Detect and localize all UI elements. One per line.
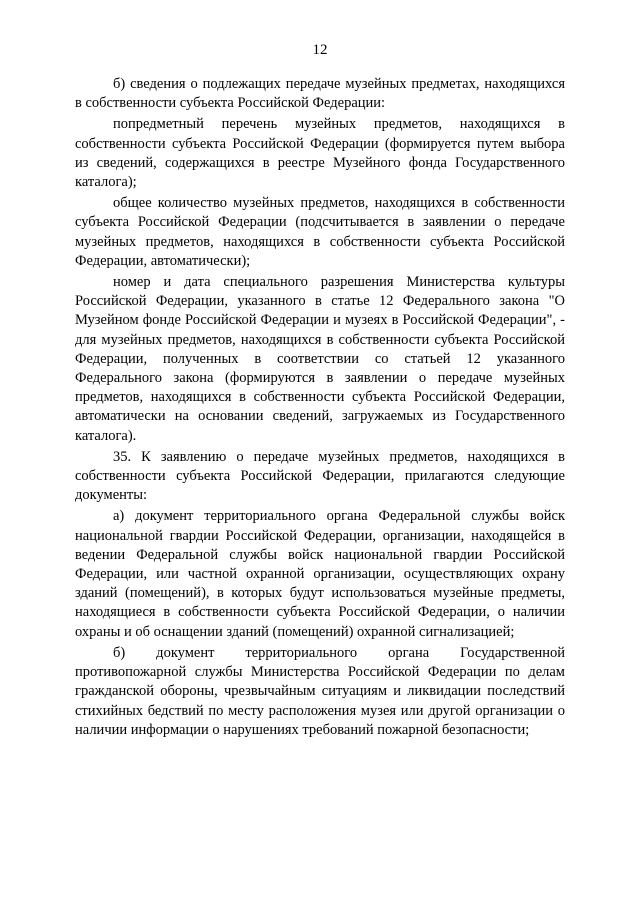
paragraph-special-permit: номер и дата специального разрешения Министерства культуры Российской Федерации, указанного в статье 12 Федерального закона "О Музейном фонде Российской Федерации и музеях в Российской Федерации", - для музейных предметов, находящихся в собственности субъекта Российской Федерации, полученных в соответствии со статьей 12 указанного Федерального закона (формируются в заявлении о передаче музейных предметов, находящихся в собственности субъекта Российской Федерации, автоматически на основании сведений, загружаемых из Государственного каталога). xyxy=(75,274,565,444)
document-body xyxy=(75,75,565,742)
paragraph-total-count: общее количество музейных предметов, находящихся в собственности субъекта Российской Федерации (подсчитывается в заявлении о передаче музейных предметов, находящихся в собственности субъекта Российской Федерации, автоматически); xyxy=(75,195,565,269)
paragraph-item-35: 35. К заявлению о передаче музейных предметов, находящихся в собственности субъекта Российской Федерации, прилагаются следующие документы: xyxy=(75,448,565,504)
paragraph-a-security-document: а) документ территориального органа Федеральной службы войск национальной гвардии Российской Федерации, организации, находящейся в ведении Федеральной службы войск национальной гвардии Российской Федерации, или частной охранной организации, осуществляющих охрану зданий (помещений), в которых будут использоваться музейные предметы, находящиеся в собственности субъекта Российской Федерации, о наличии охраны и об оснащении зданий (помещений) охранной сигнализацией; xyxy=(75,508,565,640)
page-number: 12 xyxy=(312,42,328,58)
paragraph-b-museum-items-info: б) сведения о подлежащих передаче музейных предметах, находящихся в собственности субъекта Российской Федерации: xyxy=(75,76,565,112)
paragraph-itemized-list: попредметный перечень музейных предметов, находящихся в собственности субъекта Российской Федерации (формируется путем выбора из сведений, содержащихся в реестре Музейного фонда Государственного каталога); xyxy=(75,116,565,191)
paragraph-b-fire-safety-document: б) документ территориального органа Государственной противопожарной службы Министерства Российской Федерации по делам гражданской обороны, чрезвычайным ситуациям и ликвидации последствий стихийных бедствий по месту расположения музея или другой организации о наличии информации о нарушениях требований пожарной безопасности; xyxy=(75,644,565,738)
